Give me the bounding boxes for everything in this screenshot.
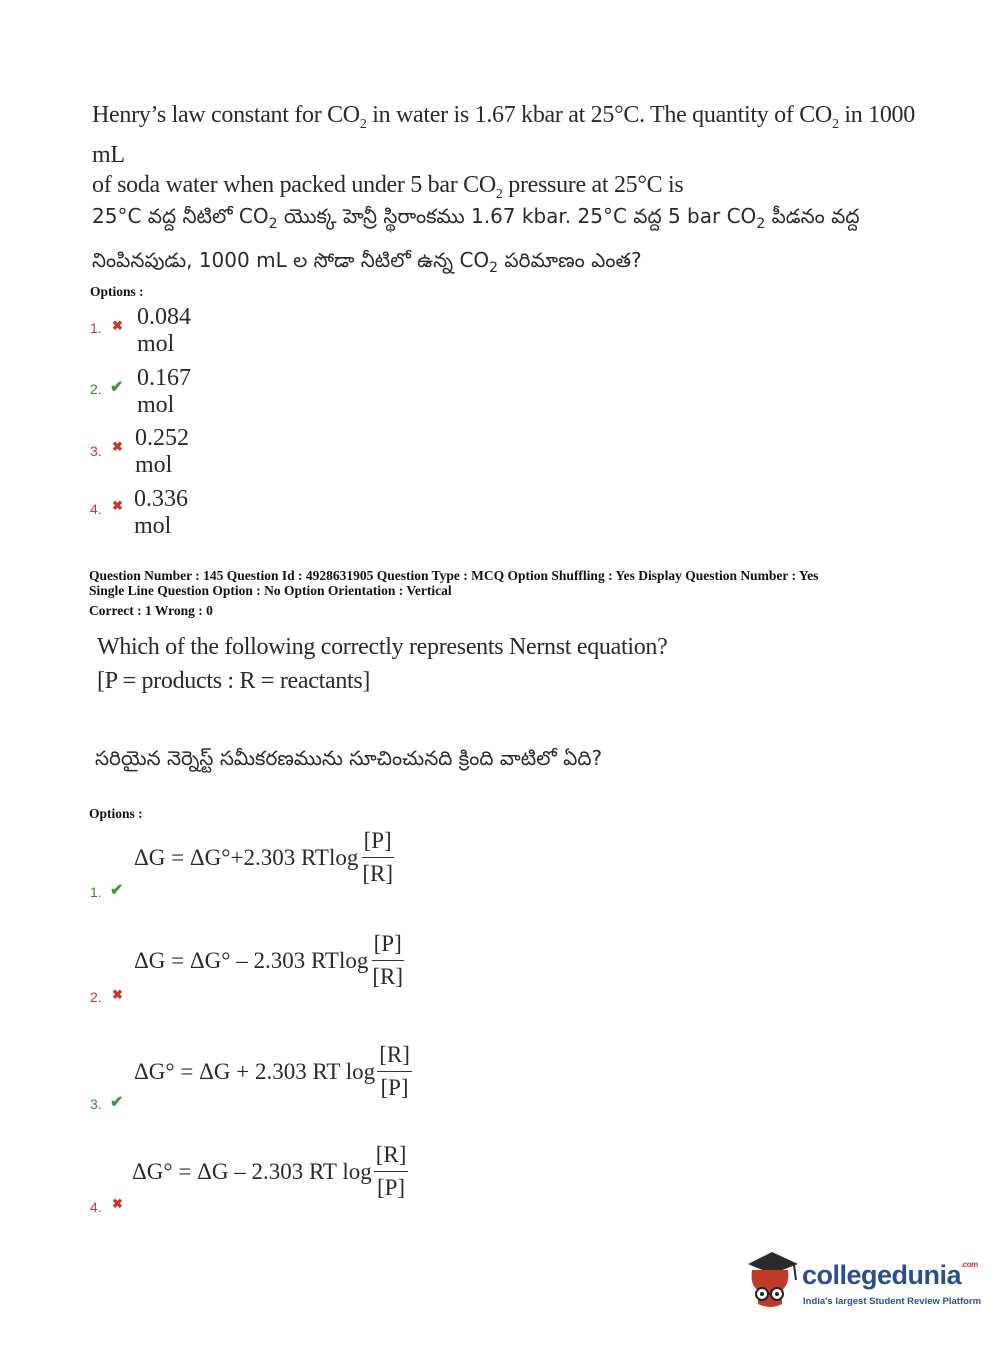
option-text: 0.336 mol (134, 486, 188, 539)
logo-wordmark: collegedunia$^{.com}$ (802, 1260, 978, 1290)
nernst-equation: ΔG = ΔG°+2.303 RTlog $\frac{[P]}{[R]}$ (134, 828, 394, 886)
q2-options-label: Options : (89, 806, 143, 821)
option-number: 4. (90, 501, 102, 517)
q2-telugu-text: సరియైన నెర్నెస్ట్ సమీకరణమును సూచించునది క్రింది వాటిలో ఏది? (95, 746, 603, 770)
q2-option-4[interactable] (90, 1140, 490, 1220)
option-number: 2. (90, 989, 102, 1005)
option-number: 3. (90, 1096, 102, 1112)
option-number: 3. (90, 443, 102, 459)
q2-option-1[interactable] (90, 826, 490, 906)
wrong-icon: ✖ (112, 498, 123, 513)
nernst-equation: ΔG° = ΔG + 2.303 RT log $\frac{[R]}{[P]}$ (134, 1042, 410, 1100)
q2-option-2[interactable] (90, 929, 490, 1009)
nernst-equation: ΔG = ΔG° – 2.303 RTlog $\frac{[P]}{[R]}$ (134, 931, 404, 989)
wrong-icon: ✖ (112, 1196, 123, 1211)
nernst-equation: ΔG° = ΔG – 2.303 RT log $\frac{[R]}{[P]}$ (132, 1142, 407, 1200)
option-text: 0.084 mol (137, 304, 191, 357)
collegedunia-logo[interactable] (742, 1248, 982, 1318)
option-number: 1. (90, 320, 102, 336)
mascot-icon (742, 1250, 800, 1312)
option-text: 0.167 mol (137, 365, 191, 418)
check-icon: ✔ (110, 1094, 124, 1111)
wrong-icon: ✖ (112, 318, 123, 333)
wrong-icon: ✖ (112, 987, 123, 1002)
q1-english-text: Henry’s law constant for $CO_2$ in water is 1.67 kbar at 25°C. The quantity of $CO_2$ in 1000 mL of soda water when packed under 5 bar $CO_2$ pressure at 25°C is (92, 102, 915, 202)
check-icon: ✔ (110, 882, 124, 899)
q1-telugu-text: 25°C వద్ద నీటిలో $CO_2$ యొక్క హెన్రీ స్థిరాంకము 1.67 kbar. 25°C వద్ద 5 bar $CO_2$ పీడనం వద్ద నింపినపుడు, 1000 mL ల సోడా నీటిలో ఉన్న $CO_2$ పరిమాణం ఎంత? (92, 204, 860, 276)
q1-options-label: Options : (90, 284, 144, 299)
question-metadata: Question Number : 145 Question Id : 4928631905 Question Type : MCQ Option Shuffling : Yes Display Question Number : Yes Single Line Question Option : No Option Orientation : Vertical Correct : 1 Wrong : 0 (89, 568, 819, 618)
q2-english-text: Which of the following correctly represents Nernst equation? [P = products : R = reactants] (97, 634, 668, 694)
option-number: 2. (90, 381, 102, 397)
logo-tagline: India's largest Student Review Platform (803, 1296, 982, 1307)
option-number: 4. (90, 1199, 102, 1215)
option-number: 1. (90, 884, 102, 900)
wrong-icon: ✖ (112, 439, 123, 454)
option-text: 0.252 mol (135, 425, 189, 478)
check-icon: ✔ (110, 379, 124, 396)
q2-option-3[interactable] (90, 1040, 490, 1120)
